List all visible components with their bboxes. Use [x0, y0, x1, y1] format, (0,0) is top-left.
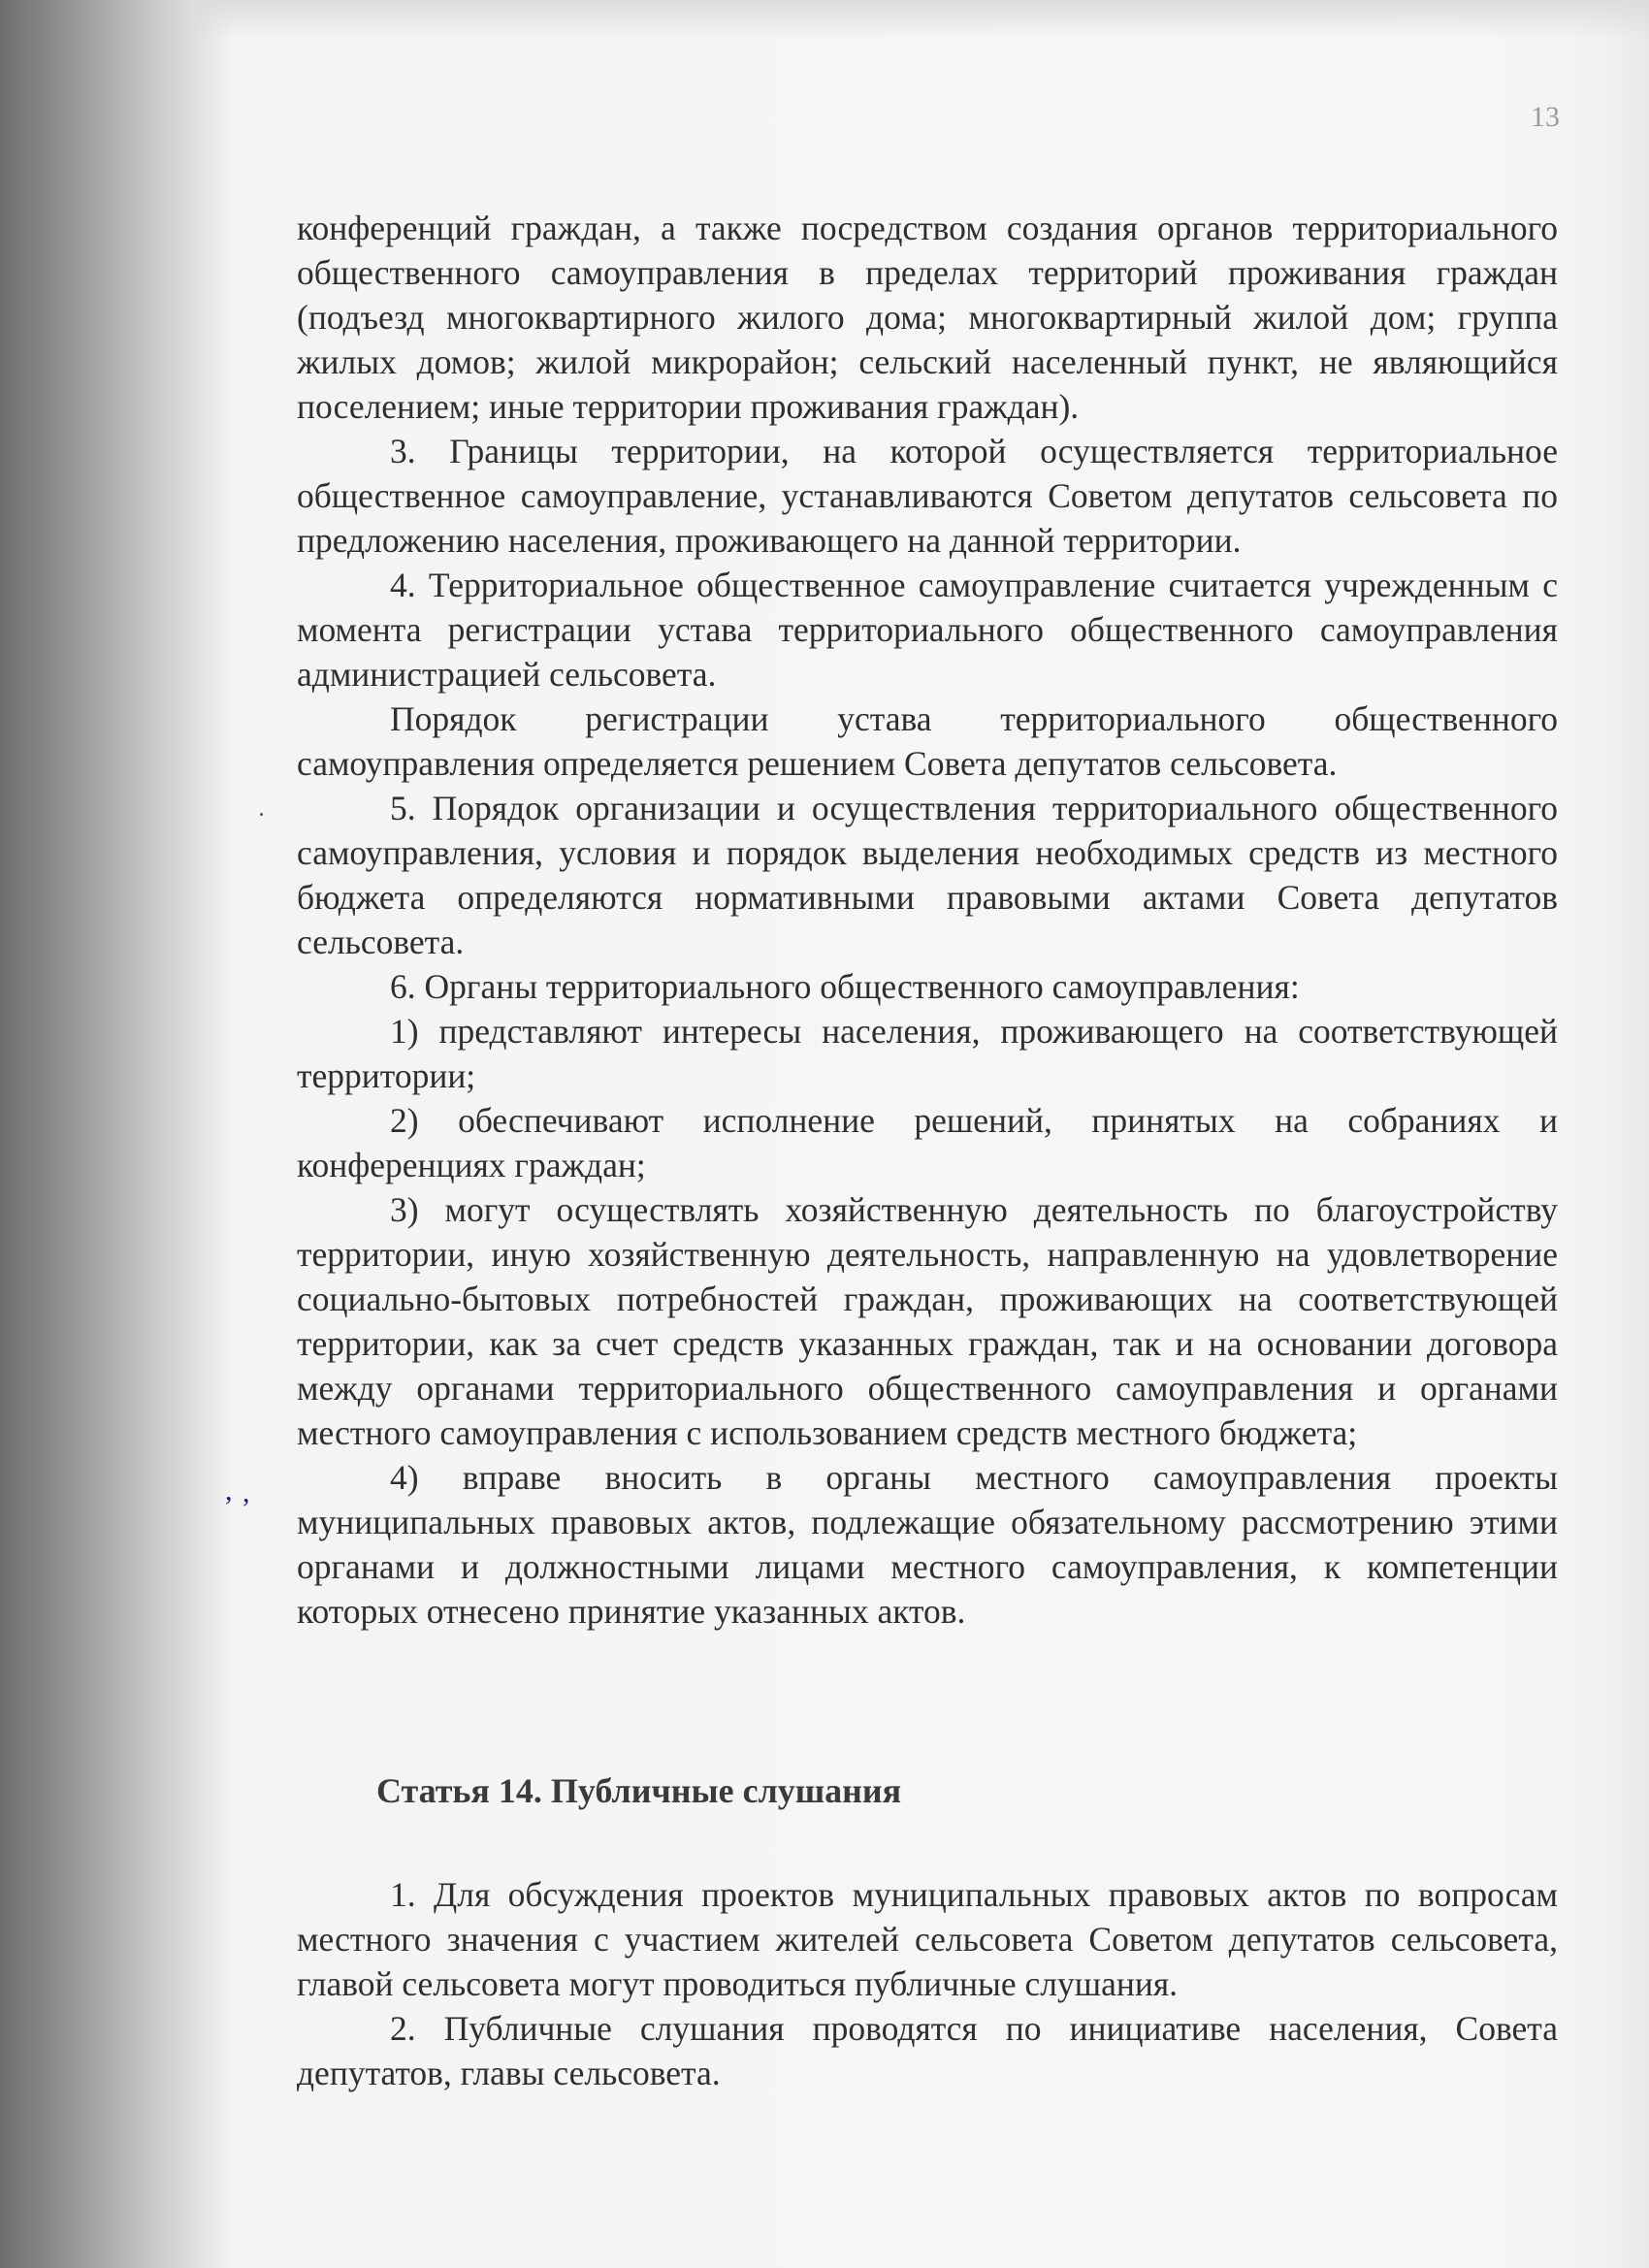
- paragraph: 6. Органы территориального общественного самоуправления:: [390, 967, 1300, 1006]
- paragraph: 2. Публичные слушания проводятся по инициативе населения, Совета депутатов, главы сельсовета.: [297, 2009, 1558, 2092]
- article-14-text: [297, 1872, 1558, 2095]
- paragraph: 3) могут осуществлять хозяйственную деятельность по благоустройству территории, иную хозяйственную деятельность, направленную на удовлетворение социально-бытовых потребностей граждан, проживающих на соответствующей территории, как за счет средств указанных граждан, так и на основании договора между органами территориального общественного самоуправления и органами местного самоуправления с использованием средств местного бюджета;: [297, 1190, 1558, 1452]
- scan-speck: [260, 813, 263, 816]
- paragraph: конференций граждан, а также посредством создания органов территориального общественного самоуправления в пределах территорий проживания граждан (подъезд многоквартирного жилого дома; многоквартирный жилой дом; группа жилых домов; жилой микрорайон; сельский населенный пункт, не являющийся поселением; иные территории проживания граждан).: [297, 209, 1558, 426]
- paragraph: 2) обеспечивают исполнение решений, принятых на собраниях и конференциях граждан;: [297, 1101, 1558, 1184]
- article-13-text: [297, 206, 1558, 1634]
- paragraph: 1. Для обсуждения проектов муниципальных правовых актов по вопросам местного значения с участием жителей сельсовета Советом депутатов сельсовета, главой сельсовета могут проводиться публичные слушания.: [297, 1875, 1558, 2003]
- page-number: 13: [1531, 101, 1560, 133]
- paragraph: 3. Границы территории, на которой осуществляется территориальное общественное самоуправление, устанавливаются Советом депутатов сельсовета по предложению населения, проживающего на данной территории.: [297, 432, 1558, 560]
- ink-mark: ,: [242, 1476, 250, 1508]
- paragraph: 1) представляют интересы населения, проживающего на соответствующей территории;: [297, 1012, 1558, 1095]
- scan-shadow: [194, 0, 1649, 39]
- paragraph: 5. Порядок организации и осуществления территориального общественного самоуправления, условия и порядок выделения необходимых средств из местного бюджета определяются нормативными правовыми актами Совета депутатов сельсовета.: [297, 789, 1558, 961]
- paragraph: Порядок регистрации устава территориального общественного самоуправления определяется решением Совета депутатов сельсовета.: [297, 699, 1558, 783]
- ink-mark: ,: [225, 1474, 233, 1507]
- paragraph: 4. Территориальное общественное самоуправление считается учрежденным с момента регистрации устава территориального общественного самоуправления администрацией сельсовета.: [297, 566, 1558, 694]
- paragraph: 4) вправе вносить в органы местного самоуправления проекты муниципальных правовых актов, подлежащие обязательному рассмотрению этими органами и должностными лицами местного самоуправления, к компетенции которых отнесено принятие указанных актов.: [297, 1458, 1558, 1631]
- section-heading: Статья 14. Публичные слушания: [376, 1771, 902, 1810]
